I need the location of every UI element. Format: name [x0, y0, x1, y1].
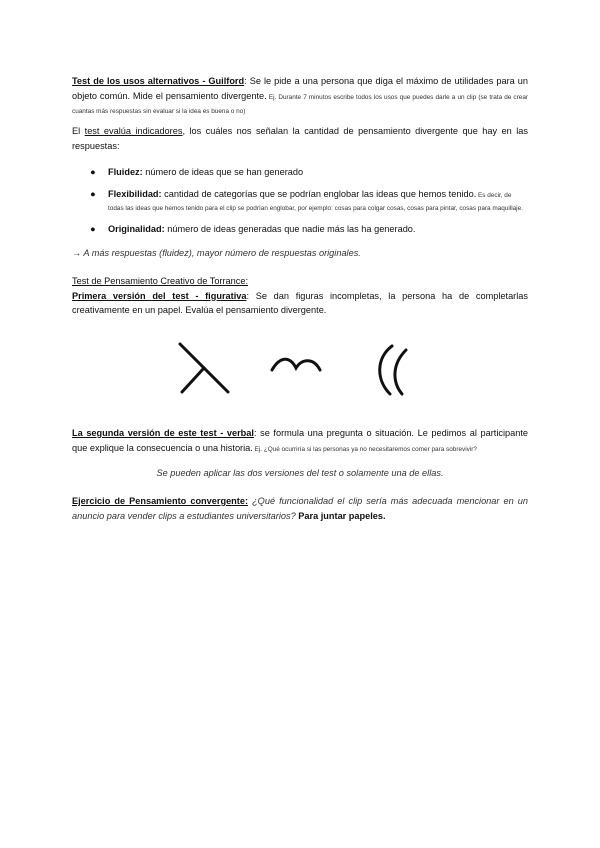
bullet-icon: ●: [90, 188, 96, 199]
indicadores-prefix: El: [72, 126, 85, 136]
convergente-title: Ejercicio de Pensamiento convergente:: [72, 496, 249, 506]
bullet-term: Fluidez:: [108, 167, 143, 177]
list-item: [90, 166, 528, 180]
torrance-v2-paragraph: [72, 426, 528, 455]
guilford-text: : Se le pide a una persona que diga el máximo de utilidades para un objeto común. Mide el pensamiento divergente.: [72, 76, 528, 101]
torrance-v1-text: : Se dan figuras incompletas, la persona ha de completarlas creativamente en un papel. Evalúa el pensamiento divergente.: [72, 290, 528, 316]
torrance-v2-example: Ej. ¿Qué ocurriría si las personas ya no necesitaremos comer para sobrevivir?: [252, 445, 477, 453]
figure-double-arc-icon: [380, 346, 406, 394]
convergente-answer: Para juntar papeles.: [295, 510, 386, 521]
incomplete-figures: [170, 336, 450, 402]
bullet-text: número de ideas generadas que nadie más las ha generado.: [164, 223, 416, 234]
arrow-note: → A más respuestas (fluidez), mayor número de respuestas originales.: [72, 248, 361, 258]
indicadores-link: test evalúa indicadores: [84, 126, 183, 136]
figure-angle-icon: [180, 344, 228, 392]
bullet-icon: ●: [90, 167, 96, 177]
figure-wave-icon: [272, 359, 320, 370]
bullet-term: Originalidad:: [108, 223, 165, 234]
convergente-paragraph: [72, 494, 528, 523]
indicadores-suffix: , los cuáles nos señalan la cantidad de pensamiento divergente que hay en las respuestas:: [72, 126, 528, 151]
torrance-v2-text: : se formula una pregunta o situación. Le pedimos al participante que explique la consecuencia o una historia.: [72, 428, 528, 453]
bullet-note: Es decir, de todas las ideas que hemos tenido para el clip se podrían englobar, por ejemplo: cosas para colgar cosas, cosas para pintar, cosas para maquillaje.: [108, 191, 523, 212]
guilford-title: Test de los usos alternativos - Guilford: [72, 76, 245, 86]
torrance-section: [72, 274, 528, 318]
torrance-title: Test de Pensamiento Creativo de Torrance:: [72, 276, 249, 286]
list-item: [90, 223, 528, 237]
torrance-v1-paragraph: [72, 289, 528, 318]
bullet-icon: ●: [90, 223, 96, 234]
guilford-paragraph: [72, 74, 528, 118]
indicator-list: [90, 166, 528, 244]
bullet-text: número de ideas que se han generado: [142, 167, 304, 177]
guilford-example: Ej. Durante 7 minutos escribe todos los usos que puedes darle a un clip (se trata de crear cuantas más respuestas sin evaluar si la idea es buena o no): [72, 93, 528, 116]
torrance-v1-title: Primera versión del test - figurativa: [72, 290, 247, 301]
list-item: [90, 188, 528, 215]
bullet-term: Flexibilidad:: [108, 188, 162, 199]
torrance-both-note: Se pueden aplicar las dos versiones del test o solamente una de ellas.: [156, 468, 444, 478]
torrance-v2-title: La segunda versión de este test - verbal: [72, 428, 254, 438]
bullet-text: cantidad de categorías que se podrían englobar las ideas que hemos tenido.: [161, 188, 477, 199]
indicadores-paragraph: [72, 124, 528, 153]
convergente-question: ¿Qué funcionalidad el clip sería más adecuada mencionar en un anuncio para vender clips a estudiantes universitarios?: [72, 496, 528, 521]
